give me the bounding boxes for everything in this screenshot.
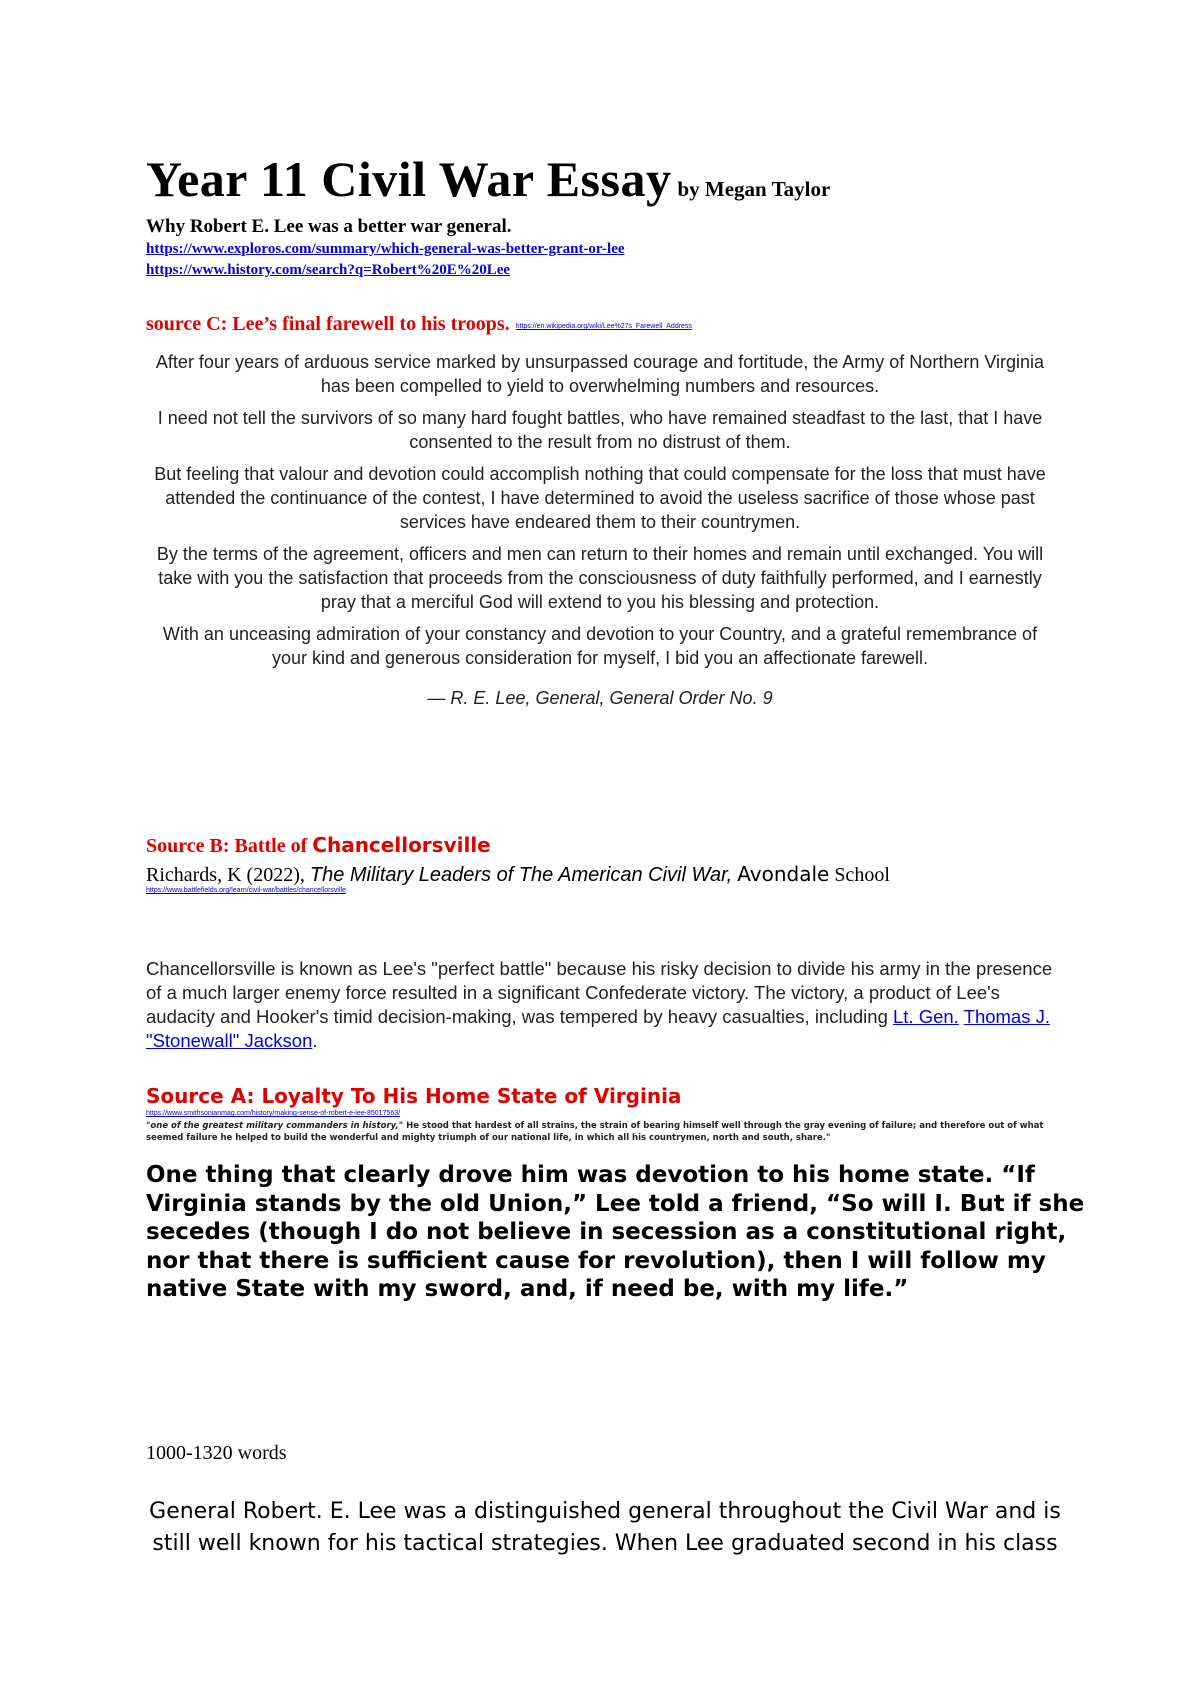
source-a-heading: Source A: Loyalty To His Home State of Virginia: [146, 1084, 682, 1108]
page-title: Year 11 Civil War Essay: [146, 151, 672, 207]
essay-question: Why Robert E. Lee was a better war general.: [146, 216, 512, 237]
source-b-citation: [146, 862, 890, 887]
virginia-quote-paragraph: One thing that clearly drove him was devotion to his home state. “If Virginia stands by the old Union,” Lee told a friend, “So will I. But if she secedes (though I do not believe in secession as a constitutional right, nor that there is sufficient cause for revolution), then I will follow my native State with my sword, and, if need be, with my life.”: [146, 1162, 1085, 1302]
source-a-link[interactable]: https://www.smithsonianmag.com/history/making-sense-of-robert-e-lee-85017563/: [146, 1110, 401, 1117]
author-byline: by Megan Taylor: [677, 177, 831, 201]
source-c-title: source C: Lee’s final farewell to his troops.: [146, 313, 510, 335]
source-c-heading: [146, 313, 692, 336]
quote-paragraph: But feeling that valour and devotion could accomplish nothing that could compensate for the loss that must have attended the continuance of the contest, I have determined to avoid the useless sacrifice of those whose past services have endeared them to their countrymen.: [154, 464, 1046, 532]
farewell-quote: [150, 350, 1050, 718]
source-b-heading: [146, 833, 491, 858]
quote-paragraph: By the terms of the agreement, officers and men can return to their homes and remain until exchanged. You will take with you the satisfaction that proceeds from the consciousness of duty faithfully performed, and I earnestly pray that a merciful God will extend to you his blessing and protection.: [156, 544, 1044, 612]
citation-suffix: School: [829, 864, 890, 886]
source-b-link[interactable]: https://www.battlefields.org/learn/civil-war/battles/chancellorsville: [146, 887, 346, 894]
word-count: 1000-1320 words: [146, 1442, 287, 1464]
citation-school: Avondale: [737, 862, 830, 886]
source-b-label: Source B: Battle of: [146, 835, 313, 857]
source-c-link[interactable]: https://en.wikipedia.org/wiki/Lee%27s_Farewell_Address: [515, 323, 692, 330]
citation-title: The Military Leaders of The American Civil War,: [309, 864, 733, 886]
title-block: [146, 150, 830, 208]
paragraph-end: .: [312, 1030, 318, 1051]
jackson-link[interactable]: Thomas J. "Stonewall" Jackson: [146, 1006, 1050, 1051]
quote-paragraph: After four years of arduous service marked by unsurpassed courage and fortitude, the Army of Northern Virginia has been compelled to yield to overwhelming numbers and resources.: [155, 352, 1045, 396]
history-link[interactable]: https://www.history.com/search?q=Robert%20E%20Lee: [146, 262, 511, 278]
citation-author: Richards, K (2022),: [146, 864, 310, 886]
source-b-place: Chancellorsville: [312, 833, 491, 857]
snippet-text: He stood that hardest of all strains, the strain of bearing himself well through the gray evening of failure; and therefore out of what seemed failure he helped to build the wonderful and mighty triumph of our national life, in which all his countrymen, north and south, share.": [146, 1121, 1044, 1143]
chancellorsville-paragraph: [146, 957, 1071, 1053]
quote-paragraph: With an unceasing admiration of your constancy and devotion to your Country, and a grateful remembrance of your kind and generous consideration for myself, I bid you an affectionate farewell.: [162, 624, 1038, 668]
snippet-quote: "one of the greatest military commanders in history,": [146, 1121, 404, 1131]
exploros-link[interactable]: https://www.exploros.com/summary/which-general-was-better-grant-or-lee: [146, 241, 625, 257]
chancellorsville-text: Chancellorsville is known as Lee's "perfect battle" because his risky decision to divide his army in the presence of a much larger enemy force resulted in a significant Confederate victory. The victory, a product of Lee's audacity and Hooker's timid decision-making, was tempered by heavy casualties, including: [146, 958, 1053, 1027]
quote-paragraph: I need not tell the survivors of so many hard fought battles, who have remained steadfast to the last, that I have consented to the result from no distrust of them.: [157, 408, 1043, 452]
quote-attribution: — R. E. Lee, General, General Order No. 9: [427, 688, 773, 708]
rank-link[interactable]: Lt. Gen.: [893, 1006, 959, 1027]
essay-opening-paragraph: General Robert. E. Lee was a distinguished general throughout the Civil War and is still well known for his tactical strategies. When Lee graduated second in his class: [149, 1499, 1061, 1556]
source-a-snippet: [146, 1120, 1071, 1144]
